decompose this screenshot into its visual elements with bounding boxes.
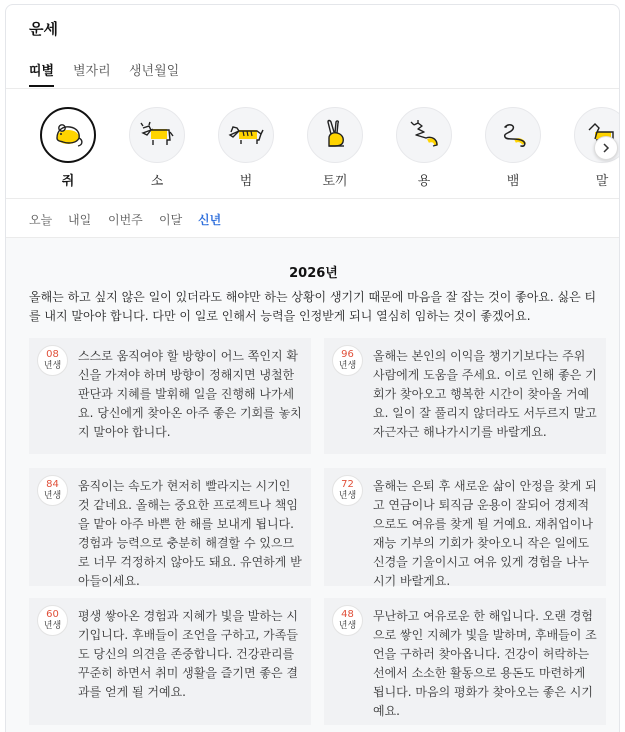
tab-zodiac-animal[interactable]: 띠별 xyxy=(29,60,54,79)
fortune-year-title: 2026년 xyxy=(289,266,338,281)
tab-birthdate[interactable]: 생년월일 xyxy=(129,64,180,79)
dragon-icon xyxy=(406,119,442,151)
animal-label: 범 xyxy=(239,174,253,189)
birth-year-card xyxy=(324,468,606,586)
birth-year-card xyxy=(324,338,606,454)
rat-icon xyxy=(51,120,85,150)
birth-year-fortune-text: 움직이는 속도가 현저히 빨라지는 시기인 것 같네요. 올해는 중요한 프로젝트나 책임을 맡아 아주 바쁜 한 해를 보내게 됩니다. 경험과 능력으로 충분히 해결할 수 있으므로 너무 걱정하지 않아도 돼요. 유연하게 받아들이세요. xyxy=(78,479,302,588)
period-today[interactable]: 오늘 xyxy=(29,213,53,227)
animal-item-dragon[interactable] xyxy=(396,107,452,189)
birth-year-badge: 96 년생 xyxy=(332,345,363,376)
animal-item-tiger[interactable] xyxy=(218,107,274,189)
birth-year-fortune-text: 평생 쌓아온 경험과 지혜가 빛을 발하는 시기입니다. 후배들이 조언을 구하고, 가족들도 당신의 의견을 존중합니다. 건강관리를 꾸준히 하면서 취미 생활을 즐기면 좋은 결과를 얻게 될 거예요. xyxy=(78,609,298,699)
animal-item-ox[interactable] xyxy=(129,107,185,189)
birth-year-badge: 72 년생 xyxy=(332,475,363,506)
animal-label: 토끼 xyxy=(322,174,348,189)
fortune-content xyxy=(6,238,620,732)
birth-year-card xyxy=(29,338,311,454)
birth-year-badge: 48 년생 xyxy=(332,605,363,636)
animal-item-rat[interactable] xyxy=(40,107,96,189)
birth-year-fortune-text: 무난하고 여유로운 한 해입니다. 오랜 경험으로 쌓인 지혜가 빛을 발하며, 후배들이 조언을 구하러 찾아옵니다. 건강이 허락하는 선에서 소소한 활동으로 용돈도 마련하게 됩니다. 마음의 평화가 찾아오는 좋은 시기예요. xyxy=(373,609,597,718)
snake-icon xyxy=(495,119,531,151)
animal-label: 소 xyxy=(150,174,164,189)
fortune-type-tabs xyxy=(6,57,620,89)
tab-constellation[interactable]: 별자리 xyxy=(73,64,111,79)
period-tabs xyxy=(6,199,620,238)
animal-label: 용 xyxy=(417,174,431,189)
animal-item-snake[interactable] xyxy=(485,107,541,189)
animal-selector xyxy=(6,89,620,199)
birth-year-fortune-text: 스스로 움직여야 할 방향이 어느 쪽인지 확신을 가져야 하며 방향이 정해지면 냉철한 판단과 지혜를 발휘해 일을 진행해 나가세요. 당신에게 찾아온 아주 좋은 기회를 놓치지 말아야 합니다. xyxy=(78,349,302,439)
period-tomorrow[interactable]: 내일 xyxy=(68,213,92,227)
period-this-week[interactable]: 이번주 xyxy=(108,213,143,227)
ox-icon xyxy=(139,120,175,150)
animal-label: 쥐 xyxy=(61,174,75,189)
fortune-card xyxy=(5,4,620,732)
rabbit-icon xyxy=(320,118,350,152)
birth-year-badge: 08 년생 xyxy=(37,345,68,376)
chevron-right-icon xyxy=(601,143,611,153)
section-title: 운세 xyxy=(29,20,58,38)
period-new-year[interactable]: 신년 xyxy=(198,213,222,227)
animal-item-rabbit[interactable] xyxy=(307,107,363,189)
birth-year-fortune-text: 올해는 본인의 이익을 챙기기보다는 주위 사람에게 도움을 주세요. 이로 인해 좋은 기회가 찾아오고 행복한 시간이 찾아올 거예요. 일이 잘 풀리지 않더라도 서두르지 말고 자근자근 해나가시기를 바랄게요. xyxy=(373,349,597,439)
birth-year-badge: 60 년생 xyxy=(37,605,68,636)
fortune-summary: 올해는 하고 싶지 않은 일이 있더라도 해야만 하는 상황이 생기기 때문에 마음을 잘 잡는 것이 좋아요. 싫은 티를 내지 말아야 합니다. 다만 이 일로 인해서 능력을 인정받게 되니 열심히 임하는 것이 좋겠어요. xyxy=(29,290,597,323)
birth-year-card xyxy=(29,468,311,586)
next-animals-button[interactable] xyxy=(594,136,618,160)
period-this-month[interactable]: 이달 xyxy=(159,213,183,227)
animal-label: 말 xyxy=(595,174,609,189)
tiger-icon xyxy=(227,120,265,150)
birth-year-fortune-text: 올해는 은퇴 후 새로운 삶이 안정을 찾게 되고 연금이나 퇴직금 운용이 잘되어 경제적으로도 여유를 찾게 될 거예요. 재취업이나 재능 기부의 기회가 찾아오니 작은 일에도 신경을 기울이시고 여유 있게 경험을 나누시기 바랄게요. xyxy=(373,479,597,588)
birth-year-card xyxy=(29,598,311,725)
birth-year-card xyxy=(324,598,606,725)
birth-year-badge: 84 년생 xyxy=(37,475,68,506)
animal-label: 뱀 xyxy=(506,174,520,189)
